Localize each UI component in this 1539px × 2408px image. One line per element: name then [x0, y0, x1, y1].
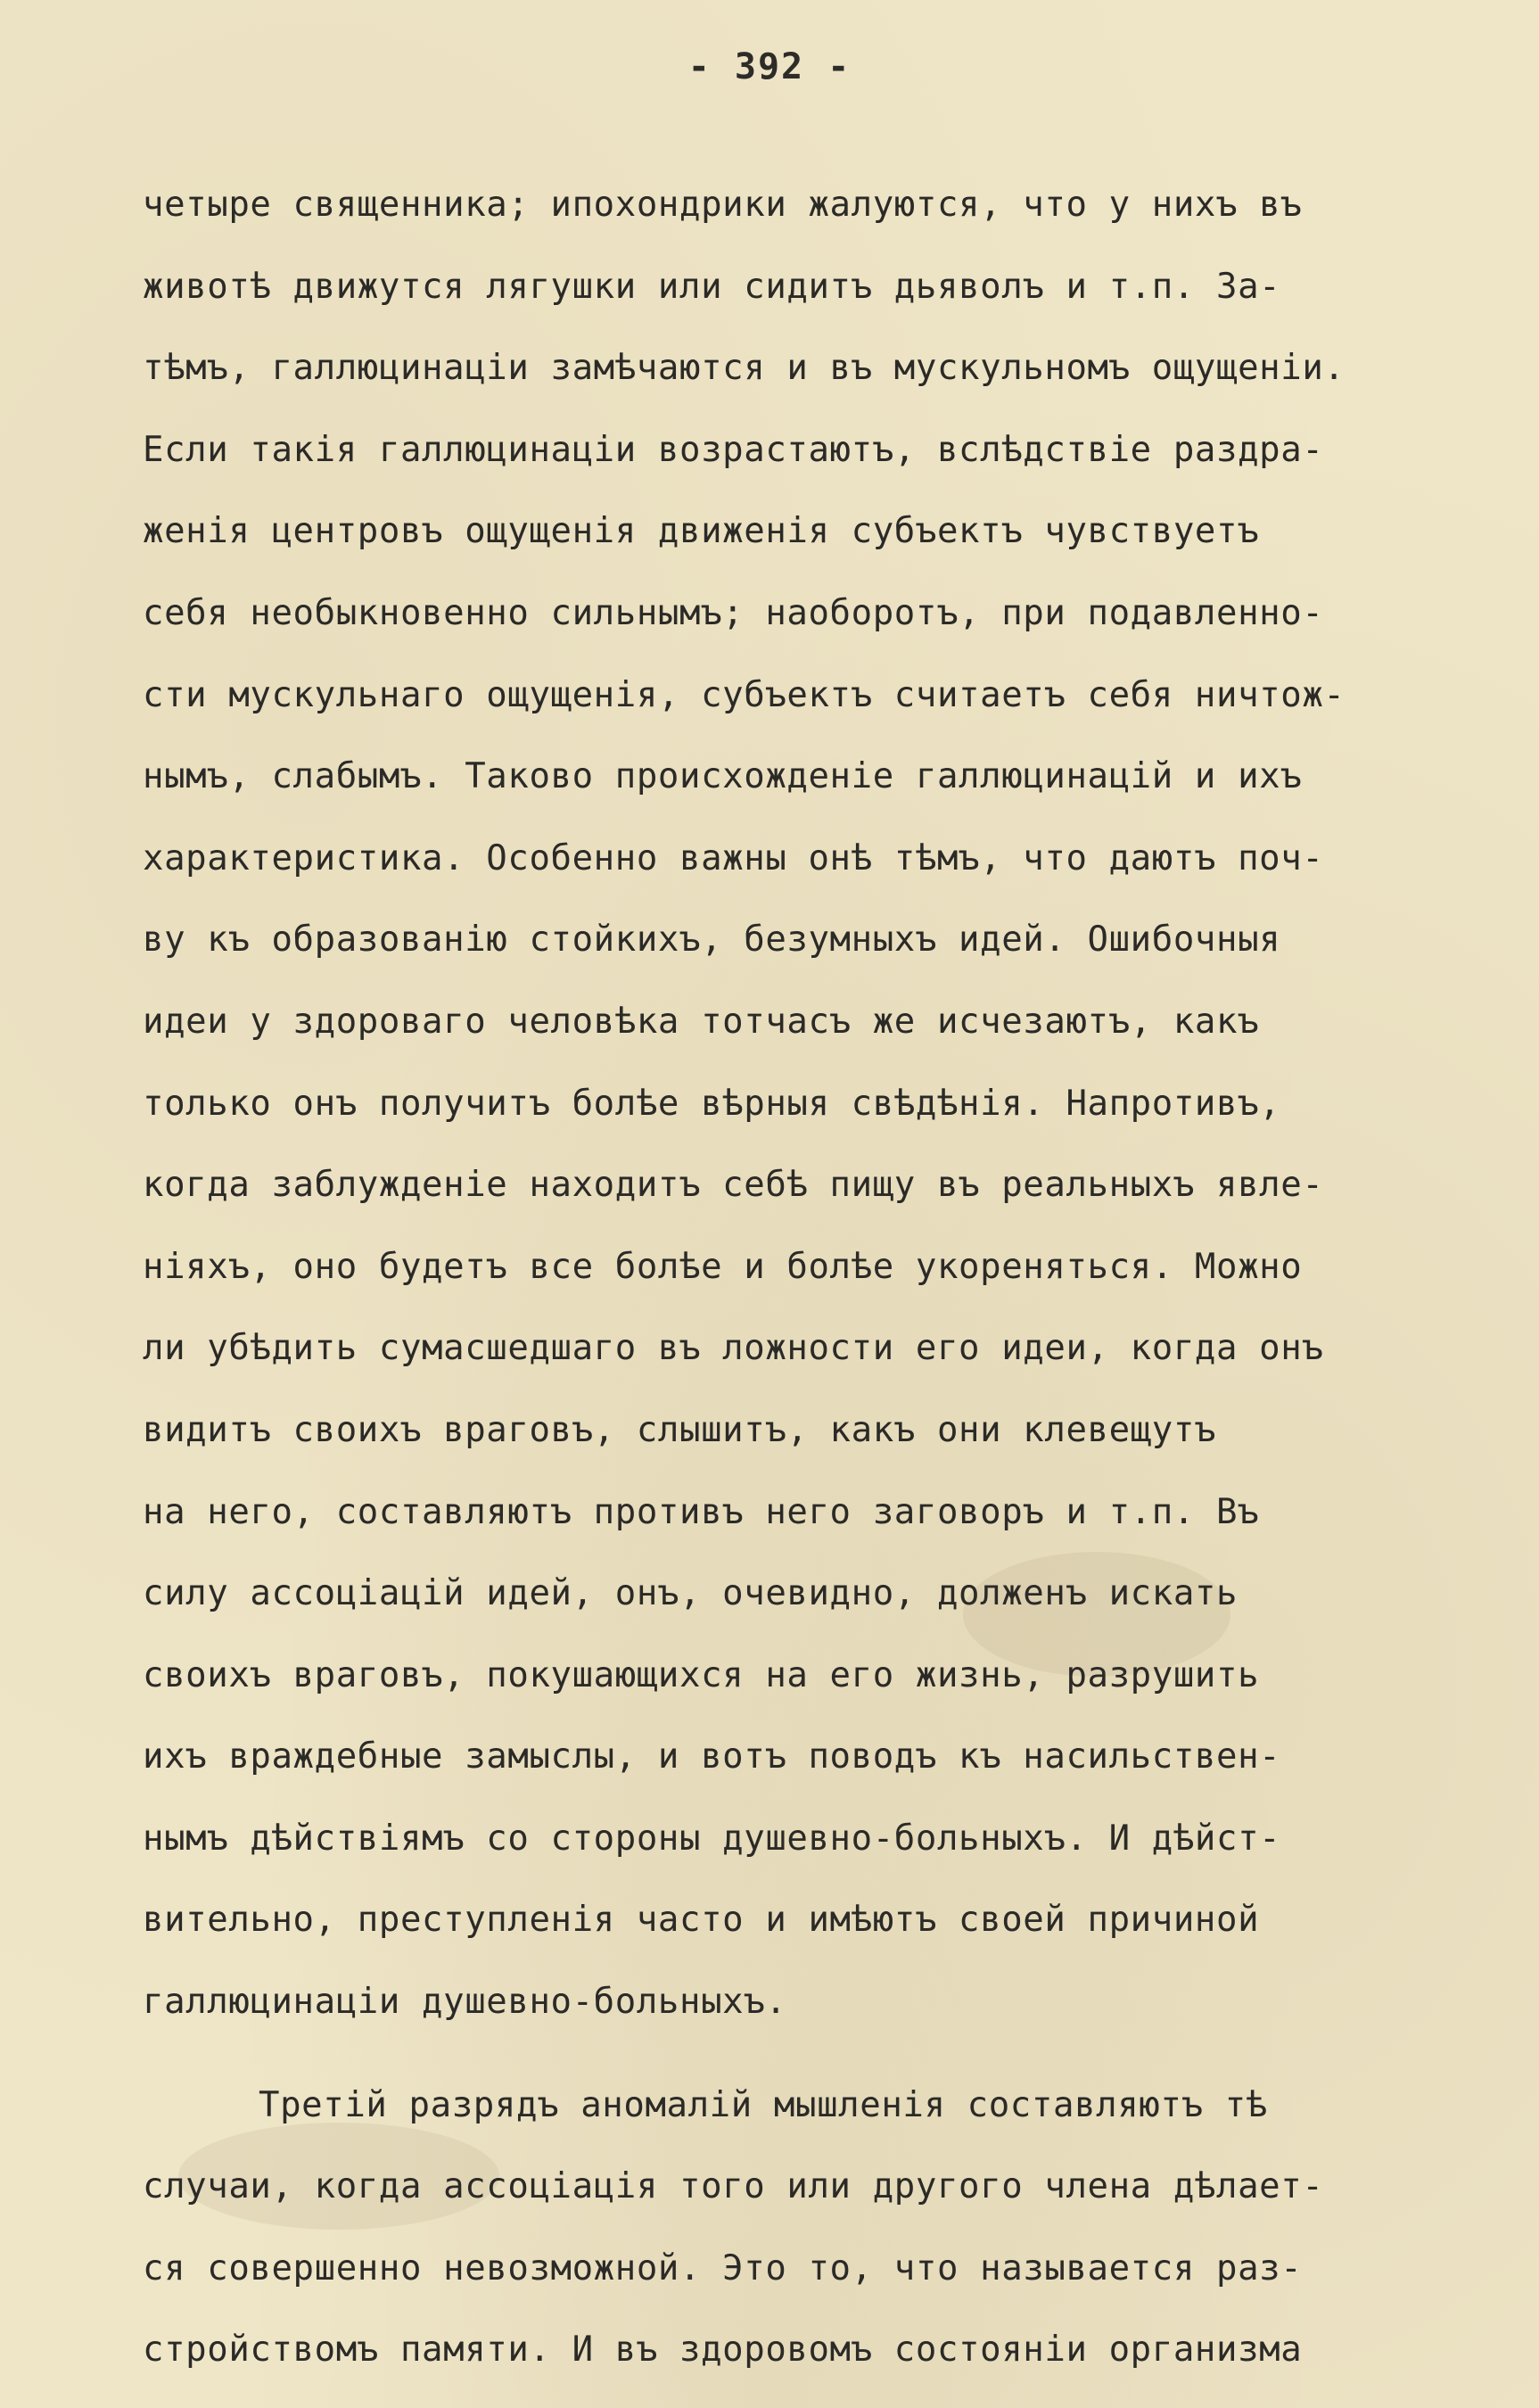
text-line: силу ассоціацій идей, онъ, очевидно, долженъ искать [143, 1573, 1239, 1614]
text-line: своихъ враговъ, покушающихся на его жизнь, разрушить [143, 1654, 1260, 1695]
text-line: ніяхъ, оно будетъ все болѣе и болѣе укореняться. Можно [143, 1246, 1303, 1287]
text-line: вительно, преступленія часто и имѣютъ своей причиной [143, 1900, 1260, 1941]
text-line: нымъ дѣйствіямъ со стороны душевно-больныхъ. И дѣйст- [143, 1818, 1281, 1859]
text-line: женія центровъ ощущенія движенія субъектъ чувствуетъ [143, 511, 1260, 552]
paragraph-2 [143, 2065, 1498, 2391]
text-line: ву къ образованію стойкихъ, безумныхъ идей. Ошибочныя [143, 919, 1281, 961]
text-line: на него, составляютъ противъ него заговоръ и т.п. Въ [143, 1491, 1260, 1532]
paragraph-1 [143, 164, 1498, 2043]
body-text [143, 164, 1498, 2391]
text-line: ли убѣдить сумасшедшаго въ ложности его идеи, когда онъ [143, 1328, 1324, 1369]
page-number: - 392 - [687, 46, 852, 87]
text-line: нымъ, слабымъ. Таково происхожденіе галлюцинацій и ихъ [143, 756, 1303, 797]
text-line: только онъ получитъ болѣе вѣрныя свѣдѣнія. Напротивъ, [143, 1083, 1281, 1124]
text-line: случаи, когда ассоціація того или другого члена дѣлает- [143, 2166, 1324, 2207]
text-line: ихъ враждебные замыслы, и вотъ поводъ къ насильствен- [143, 1736, 1281, 1777]
text-line: тѣмъ, галлюцинаціи замѣчаются и въ мускульномъ ощущеніи. [143, 348, 1346, 389]
text-line: идеи у здороваго человѣка тотчасъ же исчезаютъ, какъ [143, 1001, 1260, 1042]
text-line: видитъ своихъ враговъ, слышитъ, какъ они клевещутъ [143, 1409, 1216, 1450]
text-line: себя необыкновенно сильнымъ; наоборотъ, при подавленно- [143, 592, 1324, 633]
text-line: четыре священника; ипохондрики жалуются, что у нихъ въ [143, 185, 1303, 225]
text-line: стройствомъ памяти. И въ здоровомъ состояніи организма [143, 2330, 1303, 2371]
text-line: Если такія галлюцинаціи возрастаютъ, вслѣдствіе раздра- [143, 429, 1324, 470]
text-line: Третій разрядъ аномалій мышленія составляютъ тѣ [259, 2084, 1268, 2125]
paragraph-gap [143, 2043, 1498, 2065]
text-line: сти мускульнаго ощущенія, субъектъ считаетъ себя ничтож- [143, 674, 1346, 715]
text-line: животѣ движутся лягушки или сидитъ дьяволъ и т.п. За- [143, 266, 1281, 307]
text-line: ся совершенно невозможной. Это то, что называется раз- [143, 2247, 1303, 2288]
text-line: характеристика. Особенно важны онѣ тѣмъ, что даютъ поч- [143, 837, 1324, 878]
text-line: галлюцинаціи душевно-больныхъ. [143, 1982, 787, 2023]
text-line: когда заблужденіе находитъ себѣ пищу въ реальныхъ явле- [143, 1165, 1324, 1206]
